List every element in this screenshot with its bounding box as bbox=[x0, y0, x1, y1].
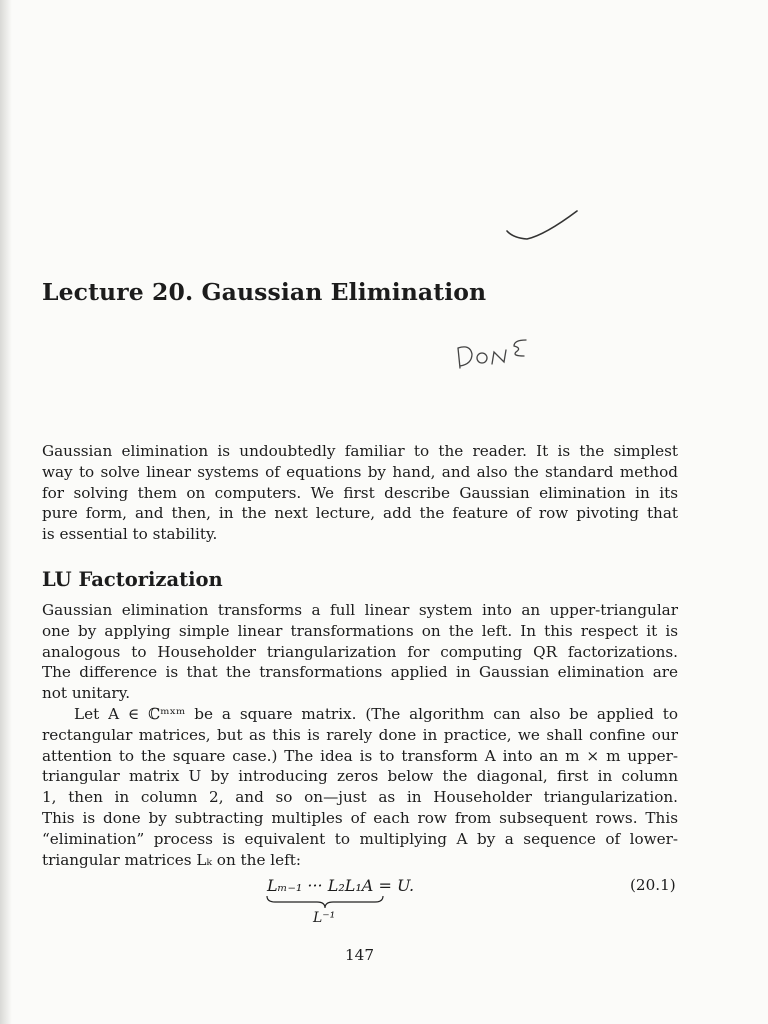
text-line: one by applying simple linear transformations on the left. In this respect it is bbox=[42, 621, 678, 640]
text-line: Gaussian elimination is undoubtedly familiar to the reader. It is the simplest bbox=[42, 442, 678, 460]
page-number: 147 bbox=[345, 946, 374, 964]
text-line: Let A ∈ ℂᵐˣᵐ be a square matrix. (The algorithm can also be applied to bbox=[74, 705, 678, 723]
text-line: This is done by subtracting multiples of each row from subsequent rows. This bbox=[42, 808, 678, 827]
text-line: triangular matrices Lₖ on the left: bbox=[42, 850, 301, 869]
section-title: LU Factorization bbox=[42, 568, 223, 591]
text-line: way to solve linear systems of equations by hand, and also the standard method bbox=[42, 462, 678, 481]
checkmark-icon bbox=[505, 205, 585, 250]
lu-paragraph-2 bbox=[42, 704, 678, 870]
text-line: for solving them on computers. We first describe Gaussian elimination in its bbox=[42, 483, 678, 502]
text-line: pure form, and then, in the next lecture, add the feature of row pivoting that bbox=[42, 504, 678, 523]
text-line: The difference is that the transformations applied in Gaussian elimination are bbox=[42, 663, 678, 682]
text-line: attention to the square case.) The idea is to transform A into an m × m upper- bbox=[42, 746, 678, 765]
underbrace-label: L⁻¹ bbox=[313, 910, 336, 926]
text-line: 1, then in column 2, and so on—just as in Householder triangularization. bbox=[42, 788, 678, 807]
equation-20-1 bbox=[255, 870, 685, 940]
page-edge-shadow bbox=[0, 0, 12, 1024]
intro-paragraph bbox=[42, 441, 678, 545]
text-line: Gaussian elimination transforms a full linear system into an upper-triangular bbox=[42, 601, 678, 619]
handwritten-done-annotation bbox=[452, 334, 542, 374]
equation-number: (20.1) bbox=[630, 876, 676, 894]
lu-paragraph-1 bbox=[42, 600, 678, 704]
text-line: “elimination” process is equivalent to multiplying A by a sequence of lower- bbox=[42, 829, 678, 848]
text-line: rectangular matrices, but as this is rarely done in practice, we shall confine our bbox=[42, 725, 678, 744]
text-line: analogous to Householder triangularization for computing QR factorizations. bbox=[42, 642, 678, 661]
equation-body: Lₘ₋₁ ··· L₂L₁A = U. bbox=[267, 876, 415, 895]
text-line: triangular matrix U by introducing zeros below the diagonal, first in column bbox=[42, 767, 678, 786]
underbrace-icon bbox=[265, 894, 385, 910]
text-line: is essential to stability. bbox=[42, 525, 218, 544]
text-line: not unitary. bbox=[42, 684, 131, 703]
lecture-title: Lecture 20. Gaussian Elimination bbox=[42, 278, 487, 306]
